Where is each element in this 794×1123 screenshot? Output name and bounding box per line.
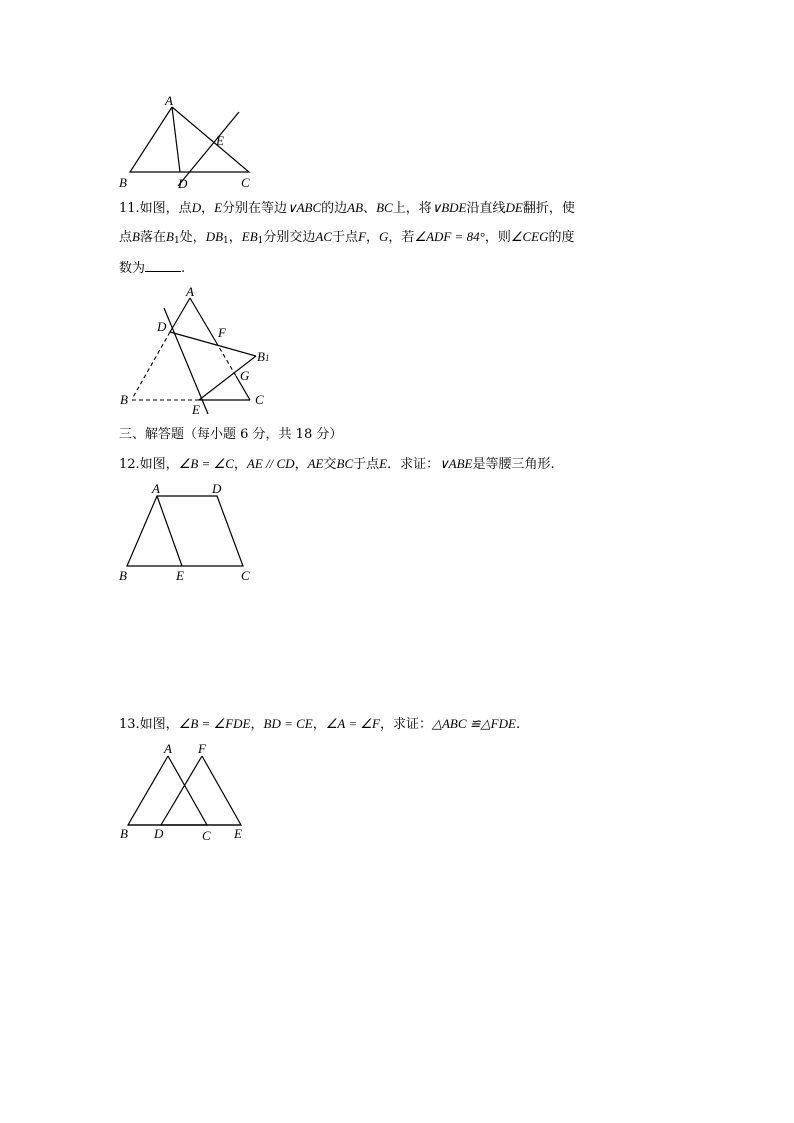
label-c: C [255, 392, 264, 407]
label-f: F [198, 741, 206, 756]
label-d: D [154, 826, 164, 841]
triangle-abc [130, 107, 249, 172]
label-f: F [218, 325, 226, 340]
label-b1: B1 [257, 349, 270, 364]
label-c: C [202, 828, 211, 843]
label-c: C [241, 568, 250, 583]
label-a: A [164, 741, 172, 756]
figure-top [112, 90, 272, 195]
side-ab-solid [170, 298, 190, 332]
trapezoid-abcd [127, 496, 243, 566]
line-de [178, 112, 239, 186]
figure-q13 [112, 738, 272, 848]
segment-ae [157, 496, 182, 566]
q11-line1: 11.如图，点D，E分别在等边∨ABC的边AB、BC上，将∨BDE沿直线DE翻折，使 [119, 200, 575, 216]
side-db-dashed [132, 332, 170, 399]
label-a: A [152, 481, 160, 496]
label-c: C [241, 175, 250, 190]
q13-text: 13.如图，∠B = ∠FDE，BD = CE，∠A = ∠F，求证：△ABC ≌△FDE. [119, 716, 521, 732]
side-ac-upper [190, 298, 216, 342]
q11-line2: 点B落在$B_1$处，$DB_1$，$EB_1$分别交边AC于点F，G，若∠ADF = 84°，则∠CEG的度 [119, 229, 575, 246]
label-b: B [120, 392, 128, 407]
figure-q11 [112, 280, 282, 420]
label-e: E [216, 133, 224, 148]
label-e: E [234, 826, 242, 841]
figure-q12 [112, 478, 272, 588]
segment-ad [172, 107, 180, 172]
answer-blank[interactable] [145, 259, 181, 272]
label-a: A [186, 284, 194, 299]
label-d: D [178, 176, 188, 191]
label-b: B [119, 175, 127, 190]
q12-text: 12.如图，∠B = ∠C，AE // CD，AE交BC于点E．求证：∨ABE是等腰三角形. [119, 456, 555, 472]
label-b: B [120, 826, 128, 841]
label-b: B [119, 568, 127, 583]
label-e: E [176, 568, 184, 583]
label-e: E [192, 402, 200, 417]
label-d: D [157, 319, 167, 334]
q11-line3: 数为 . [119, 261, 186, 276]
label-d: D [212, 481, 222, 496]
label-a: A [165, 93, 173, 108]
section-title: 三、解答题（每小题 6 分，共 18 分） [119, 427, 343, 442]
label-g: G [240, 368, 250, 383]
